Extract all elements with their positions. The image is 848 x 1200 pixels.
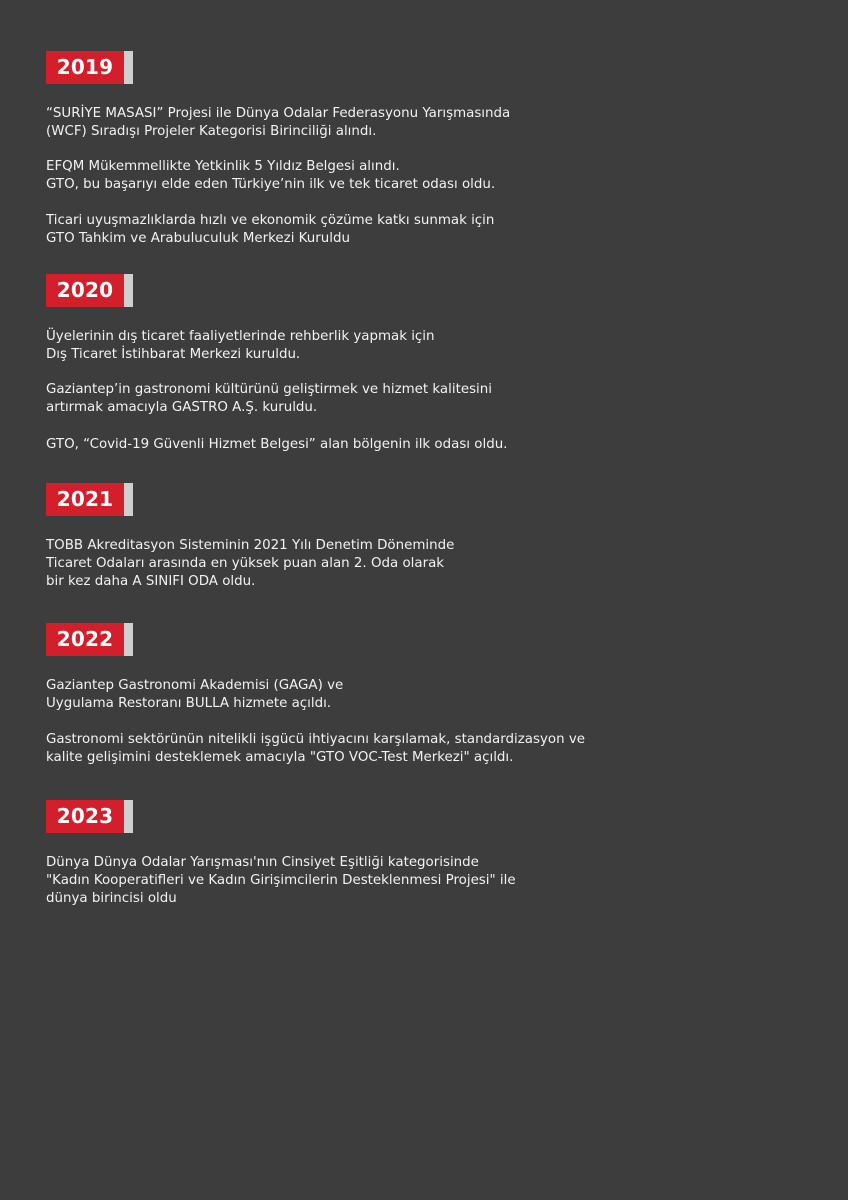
text-line: GTO, bu başarıyı elde eden Türkiye’nin ilk ve tek ticaret odası oldu.	[46, 177, 496, 192]
year-label: 2020	[46, 274, 124, 307]
text-line: kalite gelişimini desteklemek amacıyla "GTO VOC-Test Merkezi" açıldı.	[46, 750, 514, 765]
paragraph-2020-3	[46, 436, 507, 454]
year-badge-2020	[46, 274, 133, 307]
year-badge-2022	[46, 623, 133, 656]
year-label: 2019	[46, 51, 124, 84]
year-badge-accent	[124, 483, 133, 516]
text-line: Gaziantep’in gastronomi kültürünü geliştirmek ve hizmet kalitesini	[46, 382, 492, 397]
year-badge-accent	[124, 274, 133, 307]
text-line: GTO Tahkim ve Arabuluculuk Merkezi Kuruldu	[46, 231, 350, 246]
text-line: “SURİYE MASASI” Projesi ile Dünya Odalar Federasyonu Yarışmasında	[46, 106, 511, 121]
paragraph-2020-2	[46, 381, 492, 417]
text-line: EFQM Mükemmellikte Yetkinlik 5 Yıldız Belgesi alındı.	[46, 159, 400, 174]
paragraph-2022-1	[46, 677, 343, 713]
paragraph-2021-1	[46, 537, 454, 591]
text-line: Üyelerinin dış ticaret faaliyetlerinde rehberlik yapmak için	[46, 329, 435, 344]
text-line: Uygulama Restoranı BULLA hizmete açıldı.	[46, 696, 332, 711]
text-line: Dünya Dünya Odalar Yarışması'nın Cinsiyet Eşitliği kategorisinde	[46, 855, 479, 870]
year-badge-2019	[46, 51, 133, 84]
paragraph-2023-1	[46, 854, 516, 908]
year-badge-2021	[46, 483, 133, 516]
text-line: artırmak amacıyla GASTRO A.Ş. kuruldu.	[46, 400, 318, 415]
paragraph-2019-3	[46, 212, 494, 248]
paragraph-2019-2	[46, 158, 495, 194]
text-line: "Kadın Kooperatifleri ve Kadın Girişimcilerin Desteklenmesi Projesi" ile	[46, 873, 516, 888]
text-line: Ticari uyuşmazlıklarda hızlı ve ekonomik çözüme katkı sunmak için	[46, 213, 495, 228]
paragraph-2019-1	[46, 105, 510, 141]
text-line: Gaziantep Gastronomi Akademisi (GAGA) ve	[46, 678, 344, 693]
year-badge-accent	[124, 623, 133, 656]
text-line: dünya birincisi oldu	[46, 891, 177, 906]
year-label: 2022	[46, 623, 124, 656]
text-line: Gastronomi sektörünün nitelikli işgücü ihtiyacını karşılamak, standardizasyon ve	[46, 732, 585, 747]
text-line: TOBB Akreditasyon Sisteminin 2021 Yılı Denetim Döneminde	[46, 538, 455, 553]
paragraph-2020-1	[46, 328, 435, 364]
text-line: GTO, “Covid-19 Güvenli Hizmet Belgesi” alan bölgenin ilk odası oldu.	[46, 437, 508, 452]
paragraph-2022-2	[46, 731, 585, 767]
year-label: 2021	[46, 483, 124, 516]
year-badge-accent	[124, 51, 133, 84]
year-label: 2023	[46, 800, 124, 833]
year-badge-2023	[46, 800, 133, 833]
text-line: bir kez daha A SINIFI ODA oldu.	[46, 574, 256, 589]
text-line: Ticaret Odaları arasında en yüksek puan alan 2. Oda olarak	[46, 556, 445, 571]
text-line: (WCF) Sıradışı Projeler Kategorisi Birinciliği alındı.	[46, 124, 377, 139]
text-line: Dış Ticaret İstihbarat Merkezi kuruldu.	[46, 347, 301, 362]
year-badge-accent	[124, 800, 133, 833]
